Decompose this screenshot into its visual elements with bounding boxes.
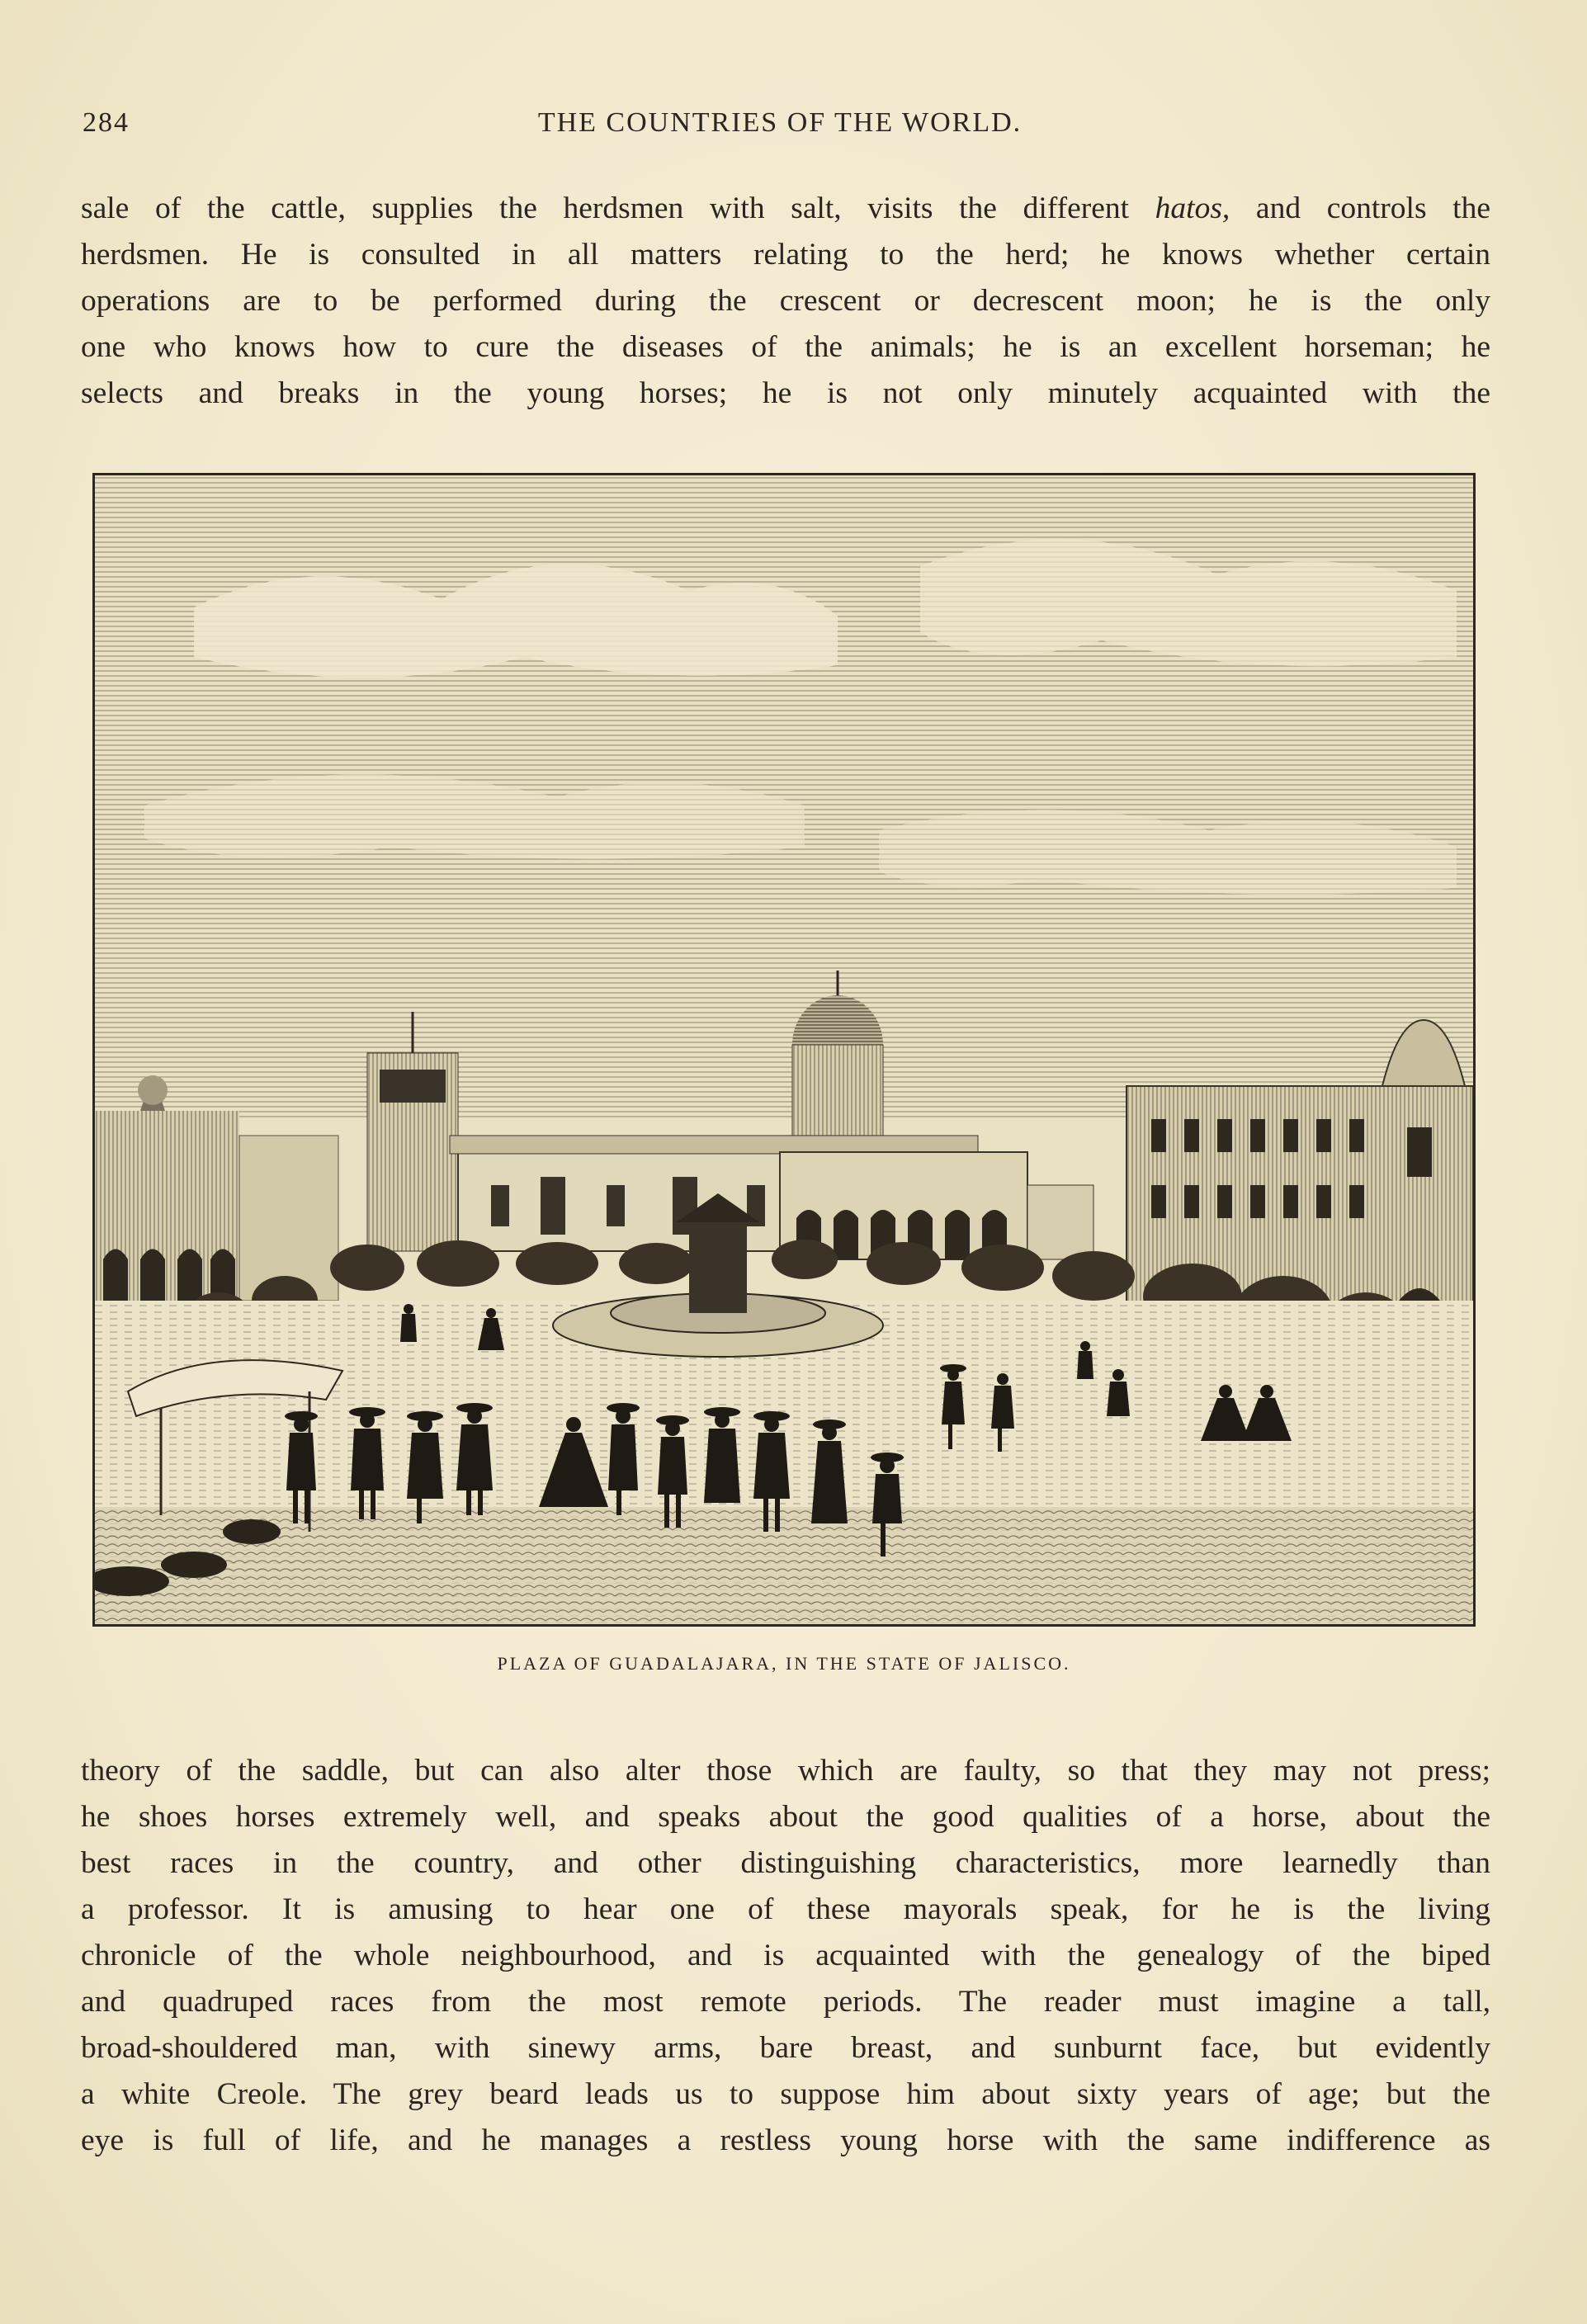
figure-caption: PLAZA OF GUADALAJARA, IN THE STATE OF JALISCO. xyxy=(497,1653,1071,1674)
paragraph-line: herdsmen. He is consulted in all matters relating to the herd; he knows whether certain xyxy=(81,238,1490,272)
paragraph-line: eye is full of life, and he manages a restless young horse with the same indifference as xyxy=(81,2123,1490,2157)
sky xyxy=(95,475,1473,1119)
paragraph-line: theory of the saddle, but can also alter those which are faulty, so that they may not press; xyxy=(81,1754,1490,1788)
paragraph-line: one who knows how to cure the diseases of the animals; he is an excellent horseman; he xyxy=(81,330,1490,364)
page-header xyxy=(83,107,1477,149)
paragraph-line: broad-shouldered man, with sinewy arms, bare breast, and sunburnt face, but evidently xyxy=(81,2031,1490,2065)
paragraph-line: a white Creole. The grey beard leads us to suppose him about sixty years of age; but the xyxy=(81,2077,1490,2111)
paragraph-line: chronicle of the whole neighbourhood, and is acquainted with the genealogy of the biped xyxy=(81,1939,1490,1972)
paragraph-line: a professor. It is amusing to hear one of these mayorals speak, for he is the living xyxy=(81,1892,1490,1926)
paragraph-line: and quadruped races from the most remote periods. The reader must imagine a tall, xyxy=(81,1985,1490,2019)
line-text: sale of the cattle, supplies the herdsmen with salt, visits the different xyxy=(81,191,1155,225)
top-paragraph xyxy=(81,186,1490,417)
paragraph-line: best races in the country, and other distinguishing characteristics, more learnedly than xyxy=(81,1846,1490,1880)
paragraph-line xyxy=(81,186,1490,232)
italic-word: hatos, xyxy=(1155,191,1230,225)
bottom-paragraph xyxy=(81,1748,1490,2164)
page-number: 284 xyxy=(83,107,130,138)
paragraph-line: selects and breaks in the young horses; he is not only minutely acquainted with the xyxy=(81,376,1490,410)
line-text: and controls the xyxy=(1230,191,1490,225)
paragraph-line: operations are to be performed during the crescent or decrescent moon; he is the only xyxy=(81,284,1490,318)
engraving-illustration xyxy=(92,473,1476,1627)
paragraph-line: he shoes horses extremely well, and speaks about the good qualities of a horse, about the xyxy=(81,1800,1490,1834)
running-head: THE COUNTRIES OF THE WORLD. xyxy=(537,107,1023,138)
